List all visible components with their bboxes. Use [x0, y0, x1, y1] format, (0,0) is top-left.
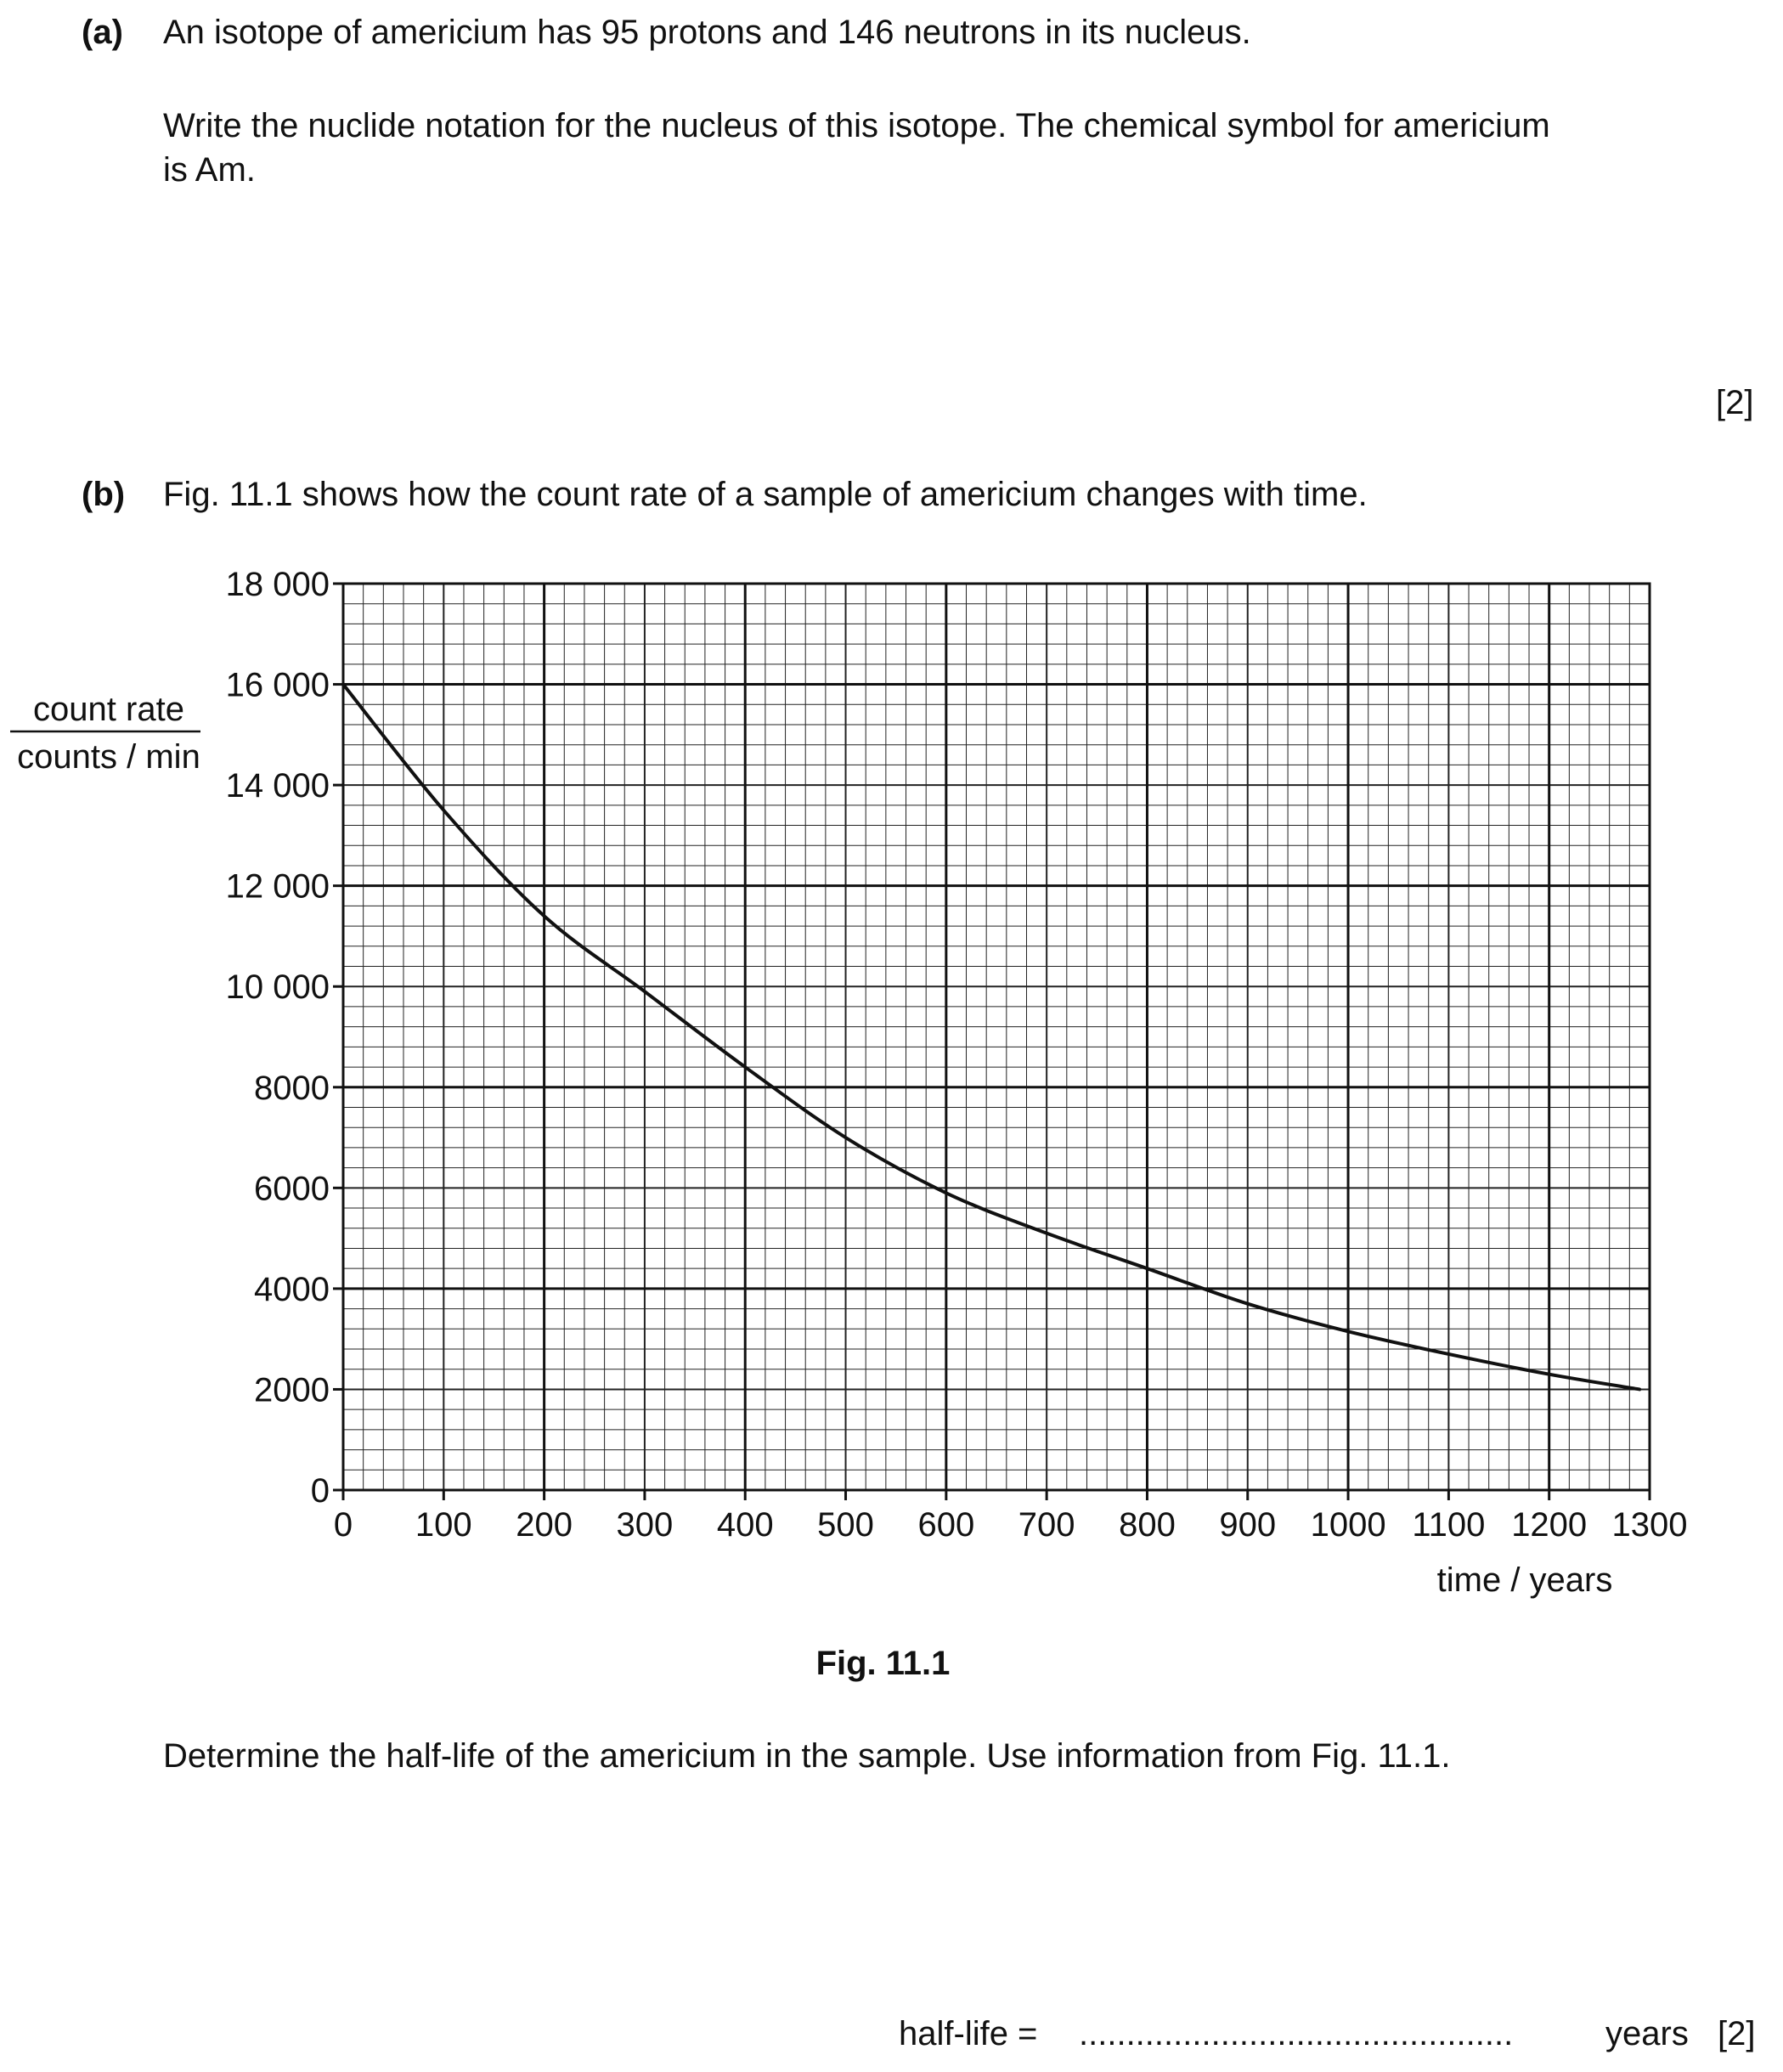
y-tick-label: 18 000: [225, 566, 330, 603]
part-b-intro: Fig. 11.1 shows how the count rate of a sample of americium changes with time.: [163, 476, 1368, 513]
part-a-label: (a): [82, 14, 123, 51]
part-b-question: Determine the half-life of the americium in the sample. Use information from Fig. 11.1.: [163, 1737, 1451, 1775]
part-a-instruction-line1: Write the nuclide notation for the nucleus of this isotope. The chemical symbol for americium: [163, 107, 1550, 144]
figure-caption: Fig. 11.1: [815, 1645, 951, 1682]
x-tick-label: 1300: [1611, 1506, 1688, 1544]
x-tick-labels: [334, 1506, 1688, 1544]
y-tick-labels: [226, 566, 330, 1510]
part-a-statement: An isotope of americium has 95 protons and 146 neutrons in its nucleus.: [163, 14, 1251, 51]
count-rate-curve: [343, 685, 1639, 1390]
x-tick-label: 200: [516, 1506, 573, 1544]
x-tick-label: 500: [817, 1506, 874, 1544]
y-tick-label: 6000: [254, 1170, 330, 1208]
y-axis-label-denominator: counts / min: [17, 738, 200, 776]
y-axis-label-numerator: count rate: [33, 691, 184, 728]
x-tick-label: 700: [1018, 1506, 1075, 1544]
x-tick-label: 100: [415, 1506, 472, 1544]
x-tick-label: 900: [1219, 1506, 1277, 1544]
y-tick-label: 8000: [254, 1069, 330, 1107]
axis-ticks: [333, 584, 1650, 1500]
x-tick-label: 600: [917, 1506, 975, 1544]
x-axis-label: time / years: [1436, 1561, 1613, 1599]
part-b-marks: [2]: [1718, 2015, 1756, 2052]
y-tick-label: 10 000: [225, 968, 330, 1007]
y-tick-label: 12 000: [225, 867, 330, 906]
answer-label: half-life =: [899, 2015, 1038, 2052]
y-tick-label: 0: [310, 1472, 330, 1510]
answer-blank[interactable]: ..............................................: [1079, 2015, 1514, 2052]
x-tick-label: 0: [333, 1506, 353, 1544]
y-tick-label: 2000: [254, 1371, 330, 1409]
x-tick-label: 1200: [1511, 1506, 1588, 1544]
answer-unit: years: [1605, 2015, 1689, 2052]
part-b-label: (b): [82, 476, 126, 513]
x-tick-label: 800: [1119, 1506, 1176, 1544]
part-a-instruction-line2: is Am.: [163, 151, 256, 189]
x-tick-label: 400: [716, 1506, 774, 1544]
x-tick-label: 300: [616, 1506, 674, 1544]
y-tick-label: 16 000: [225, 666, 330, 704]
x-tick-label: 1000: [1310, 1506, 1386, 1544]
part-a-marks: [2]: [1716, 384, 1754, 421]
y-tick-label: 14 000: [225, 767, 330, 805]
x-tick-label: 1100: [1412, 1506, 1486, 1544]
y-tick-label: 4000: [254, 1270, 330, 1308]
